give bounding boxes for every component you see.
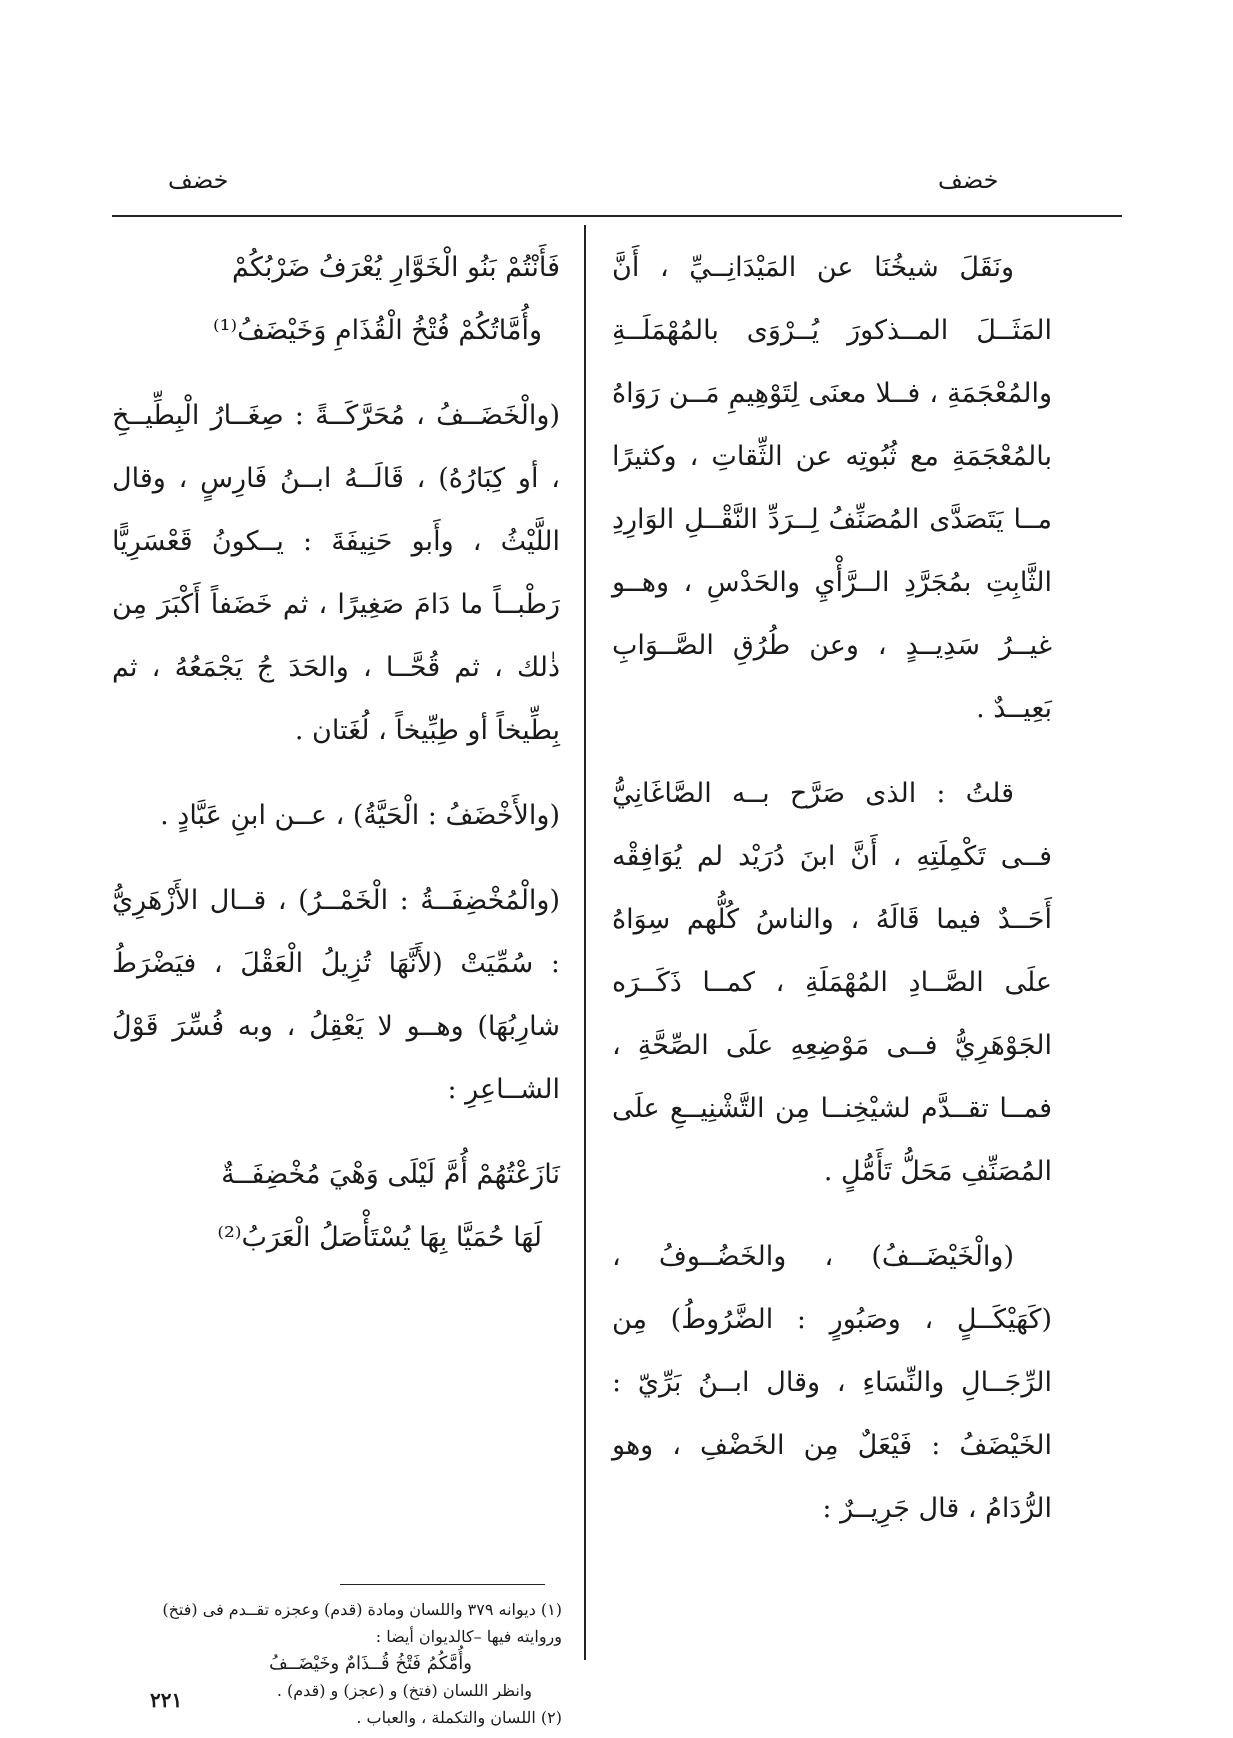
column-divider [584, 225, 586, 1660]
left-column [112, 236, 560, 1291]
page-number: ٢٢١ [150, 1688, 183, 1712]
footnote-1-verse: وأُمَّكُمُ فَتْخُ قُــذَامٌ وخَيْضَــفُ [269, 1653, 472, 1674]
verse-line: نَازَعْتُهُمْ أُمَّ لَيْلَى وَهْيَ مُخْضِفَــةٌ [221, 1159, 560, 1190]
paragraph: ونَقَلَ شيخُنَا عن المَيْدَانِــيِّ ، أَنَّ المَثَــلَ المــذكورَ يُــرْوَى بالمُهْمَلَــةِ والمُعْجَمَةِ ، فــلا معنَى لِتَوْهِيمِ مَــن رَوَاهُ بالمُعْجَمَةِ مع ثُبُوتِه عن الثِّقاتِ ، وكثيرًا مــا يَتَصَدَّى المُصَنِّفُ لِــرَدِّ النَّقْــلِ الوَارِدِ الثَّابِتِ بمُجَرَّدِ الــرَّأْيِ والحَدْسِ ، وهــو غيــرُ سَدِيــدٍ ، وعن طُرُقِ الصَّــوَابِ بَعِيــدٌ . [612, 252, 1052, 724]
paragraph: (والْخَضَــفُ ، مُحَرَّكَــةً : صِغَــارُ الْبِطِّيــخِ ، أو كِبَارُهُ) ، قَالَــهُ ابــنُ فَارِسٍ ، وقال اللَّيْثُ ، وأَبو حَنِيفَةَ : يــكونُ قَعْسَرِيًّا رَطْبــاً ما دَامَ صَغِيرًا ، ثم خَضَفاً أَكْبَرَ مِن ذٰلك ، ثم قُحَّــا ، والحَدَ جُ يَجْمَعُهُ ، ثم بِطِّيخاً أو طِبِّيخاً ، لُغَتان . [112, 400, 560, 746]
footnote-rule [340, 1584, 545, 1585]
right-column [612, 236, 1052, 1562]
footnote-1: (١) ديوانه ٣٧٩ واللسان ومادة (قدم) وعجزه تقــدم فى (فتخ) وروايته فيها –كالديوان أيضا : [162, 1600, 562, 1646]
footnote-1-reference: وانظر اللسان (فتخ) و (عجز) و (قدم) . [276, 1681, 532, 1700]
paragraph: (والْمُخْضِفَــةُ : الْخَمْــرُ) ، قــال الأَزْهَرِيُّ : سُمِّيَتْ (لأَنَّهَا تُزِيلُ الْعَقْلَ ، فيَضْرَطُ شارِبُهَا) وهــو لا يَعْقِلُ ، وبه فُسِّرَ قَوْلُ الشــاعِرِ : [112, 885, 560, 1105]
header-word-left: خضف [168, 166, 229, 194]
header-word-right: خضف [938, 166, 999, 194]
paragraph: قلتُ : الذى صَرَّح بــه الصَّاغَانِيُّ فــى تَكْمِلَتِهِ ، أَنَّ ابنَ دُرَيْد لم يُوَافِقْه أَحَــدٌ فيما قَالَهُ ، والناسُ كُلُّهم سِوَاهُ علَى الصَّــادِ المُهْمَلَةِ ، كمــا ذَكَــرَه الجَوْهَرِيُّ فــى مَوْضِعِهِ علَى الصِّحَّةِ ، فمــا تقــدَّم لشيْخِنــا مِن التَّشْنِيــعِ علَى المُصَنِّفِ مَحَلُّ تَأَمُّلٍ . [612, 778, 1052, 1187]
header-rule [112, 215, 1122, 217]
verse-line: وأُمَّاتُكُمْ فُتْخُ الْقُذَامِ وَخَيْضَفُ⁽¹⁾ [213, 315, 542, 346]
footnote-2: (٢) اللسان والتكملة ، والعباب . [356, 1708, 562, 1727]
paragraph: (والأَخْضَفُ : الْحَيَّةُ) ، عــن ابنِ عَبَّادٍ . [160, 800, 560, 831]
verse [112, 236, 560, 362]
verse [112, 1143, 560, 1269]
verse-line: فَأَنْتُمْ بَنُو الْخَوَّارِ يُعْرَفُ ضَرْبُكُمْ [232, 252, 560, 283]
verse-line: لَهَا حُمَيَّا بِهَا يُسْتَأْصَلُ الْعَرَبُ⁽²⁾ [217, 1222, 542, 1253]
paragraph: (والْخَيْضَــفُ) ، والخَضُــوفُ ، (كَهَيْكَــلٍ ، وصَبُورٍ : الضَّرُوطُ) مِن الرِّجَــالِ والنِّسَاءِ ، وقال ابــنُ بَرِّيّ : الخَيْضَفُ : فَيْعَلٌ مِن الخَضْفِ ، وهو الرُّدَامُ ، قال جَرِيــرٌ : [612, 1241, 1052, 1524]
